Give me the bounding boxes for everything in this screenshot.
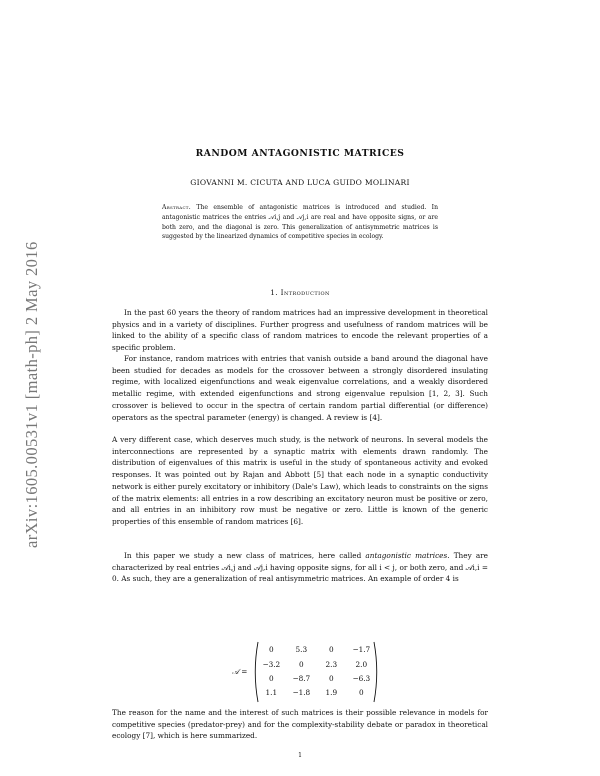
intro-paragraph-2	[112, 353, 488, 423]
intro-paragraph-1	[112, 307, 488, 354]
intro-paragraph-5	[112, 707, 488, 742]
paragraph-text	[112, 550, 488, 585]
matrix-label: 𝒜 =	[232, 667, 248, 676]
matrix-cell: 0	[329, 645, 334, 655]
matrix-right-bracket	[373, 641, 380, 703]
matrix-cell: 0	[329, 674, 334, 683]
abstract	[162, 203, 438, 242]
intro-paragraph-3	[112, 434, 488, 528]
matrix-cell: −6.3	[352, 674, 371, 683]
paper-title: RANDOM ANTAGONISTIC MATRICES	[195, 148, 405, 159]
paragraph-text: A very different case, which deserves much study, is the network of neurons. In several models the interconnections are represented by a synaptic matrix with elements drawn randomly. The distribution of eigenvalues of this matrix is useful in the study of spontaneous activity and evoked responses. It was pointed out by Rajan and Abbott [5] that each node in a synaptic conductivity network is either purely excitatory or inhibitory (Dale's Law), which leads to constraints on the signs of the matrix elements: all entries in a row describing an excitatory neuron must be positive or zero, and all entries in an inhibitory row must be negative or zero. Little is known of the generic properties of this ensemble of random matrices [6].	[112, 435, 488, 526]
paragraph-text: For instance, random matrices with entries that vanish outside a band around the diagonal have been studied for decades as models for the crossover between a strongly disordered insulating regime, with localized eigenfunctions and weak eigenvalue correlations, and a weakly disordered metallic regime, with extended eigenfunctions and strong eigenvalue repulsion [1, 2, 3]. Such crossover is believed to occur in the spectra of certain random partial differential (or difference) operators as the spectral parameter (energy) is changed. A review is [4].	[112, 354, 488, 422]
matrix-cell: 0	[359, 688, 364, 698]
matrix-cell: 0	[299, 659, 304, 669]
matrix-left-bracket	[252, 641, 259, 703]
intro-paragraph-4	[112, 550, 488, 585]
abstract-label: Abstract.	[162, 204, 192, 211]
matrix-cell: 0	[269, 674, 274, 683]
emphasized-term: antagonistic matrices	[365, 551, 448, 560]
matrix-cell: −1.7	[352, 645, 371, 655]
matrix-cell: 0	[269, 645, 274, 655]
arxiv-identifier-stamp: arXiv:1605.00531v1 [math-ph] 2 May 2016	[22, 241, 41, 548]
matrix-cell: 5.3	[295, 645, 308, 655]
matrix-entries	[259, 644, 373, 699]
page-number: 1	[298, 752, 302, 759]
matrix-cell: 1.9	[325, 688, 338, 698]
paragraph-text: In the past 60 years the theory of random matrices had an impressive development in theoretical physics and in a variety of disciplines. Further progress and usefulness of random matrices will be linked to the ability of a specific class of random matrices to encode the relevant properties of a specific problem.	[112, 308, 488, 353]
paper-authors: GIOVANNI M. CICUTA AND LUCA GUIDO MOLINARI	[190, 178, 410, 187]
matrix-cell: 2.0	[355, 659, 368, 669]
paragraph-text-a: In this paper we study a new class of matrices, here called	[124, 551, 366, 560]
abstract-text: The ensemble of antagonistic matrices is introduced and studied. In antagonistic matrices the entries 𝒜i,j and 𝒜j,i are real and have opposite signs, or are both zero, and the diagonal is zero. This generalization of antisymmetric matrices is suggested by the linearized dynamics of competitive species in ecology.	[162, 204, 438, 241]
matrix-cell: −3.2	[262, 659, 281, 669]
matrix-cell: 1.1	[265, 688, 278, 698]
matrix-cell: 2.3	[325, 659, 338, 669]
paragraph-text-b: . They are characterized by real entries 𝒜i,j and 𝒜j,i having opposite signs, for all i < j, or both zero, and 𝒜i,i = 0. As such, they are a generalization of real antisymmetric matrices. An example of order 4 is	[112, 551, 488, 584]
paragraph-text: The reason for the name and the interest of such matrices is their possible relevance in models for competitive species (predator-prey) and for the complexity-stability debate or paradox in theoretical ecology [7], which is here summarized.	[112, 708, 488, 741]
section-heading-introduction: 1. Introduction	[270, 288, 330, 297]
matrix-cell: −8.7	[292, 674, 311, 683]
example-matrix	[232, 640, 380, 704]
matrix-cell: −1.8	[292, 688, 311, 698]
